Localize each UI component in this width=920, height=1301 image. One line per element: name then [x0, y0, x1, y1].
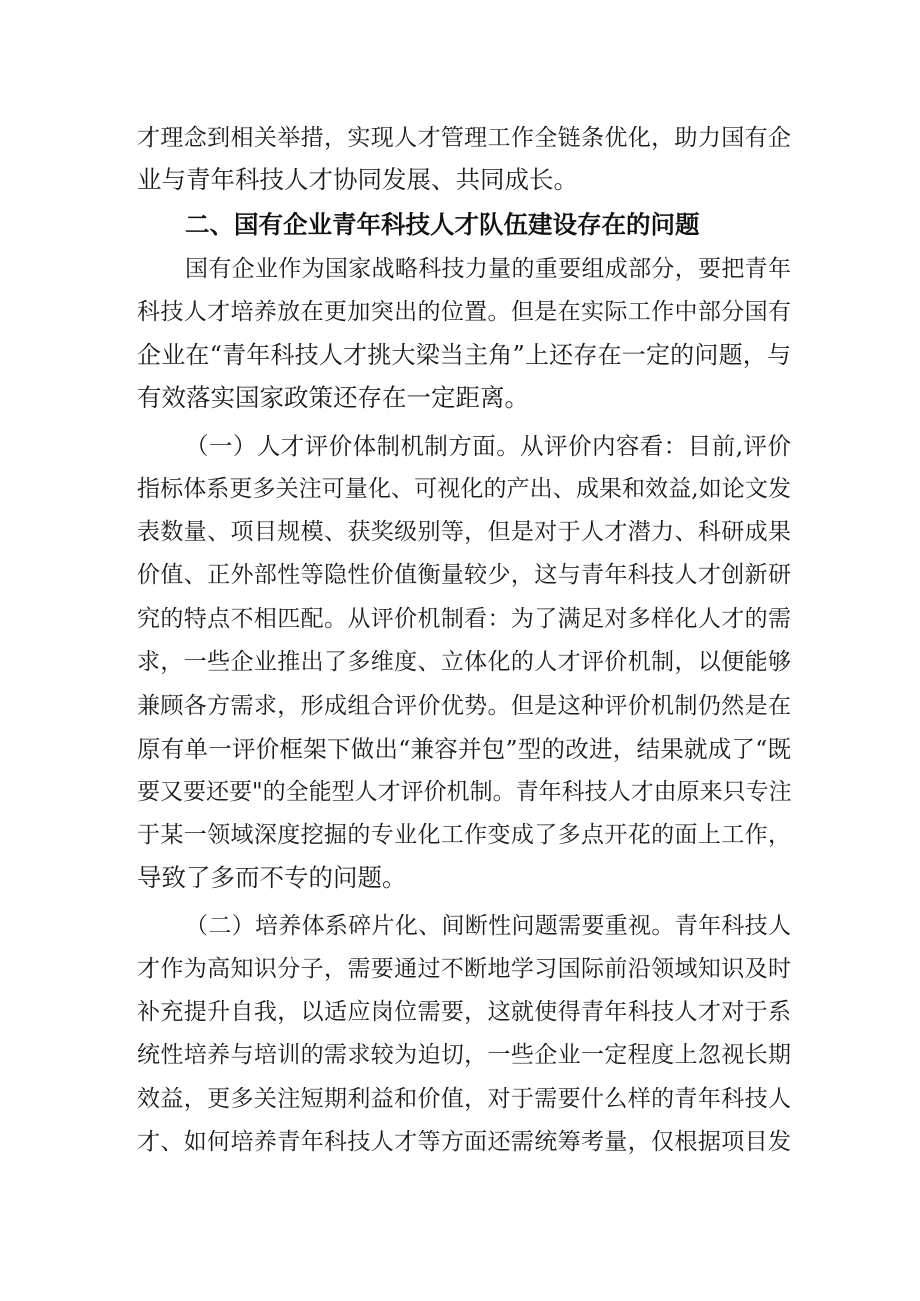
paragraph2-line-10: 于某一领域深度挖掘的专业化工作变成了多点开花的面上工作，: [137, 822, 791, 848]
paragraph3-line-4: 统性培养与培训的需求较为迫切，一些企业一定程度上忽视长期: [137, 1042, 791, 1068]
paragraph2-line-3: 表数量、项目规模、获奖级别等，但是对于人才潜力、科研成果: [137, 519, 791, 545]
paragraph2-line-1: （一）人才评价体制机制方面。从评价内容看：目前,评价: [185, 432, 791, 460]
paragraph2-line-2: 指标体系更多关注可量化、可视化的产出、成果和效益,如论文发: [137, 476, 791, 502]
paragraph3-line-6: 才、如何培养青年科技人才等方面还需统筹考量，仅根据项目发: [137, 1129, 791, 1155]
paragraph2-line-8: 原有单一评价框架下做出“兼容并包”型的改进，结果就成了“既: [137, 735, 791, 763]
paragraph3-line-5: 效益，更多关注短期利益和价值，对于需要什么样的青年科技人: [137, 1086, 791, 1112]
paragraph1-line-4: 有效落实国家政策还存在一定距离。: [137, 383, 529, 412]
paragraph2-line-7: 兼顾各方需求，形成组合评价优势。但是这种评价机制仍然是在: [137, 693, 791, 719]
paragraph2-line-4: 价值、正外部性等隐性价值衡量较少，这与青年科技人才创新研: [137, 562, 791, 588]
section-heading: 二、国有企业青年科技人才队伍建设存在的问题: [185, 210, 700, 239]
paragraph1-line-3: 企业在“青年科技人才挑大梁当主角”上还存在一定的问题，与: [137, 341, 791, 369]
paragraph2-line-9: 要又要还要"的全能型人才评价机制。青年科技人才由原来只专注: [137, 779, 792, 805]
paragraph2-line-11: 导致了多而不专的问题。: [137, 863, 407, 892]
intro-line-2: 业与青年科技人才协同发展、共同成长。: [137, 165, 578, 194]
paragraph2-line-5: 究的特点不相匹配。从评价机制看：为了满足对多样化人才的需: [137, 606, 791, 632]
paragraph3-line-2: 才作为高知识分子，需要通过不断地学习国际前沿领域知识及时: [137, 956, 791, 982]
paragraph1-line-1: 国有企业作为国家战略科技力量的重要组成部分，要把青年: [185, 256, 791, 282]
paragraph3-line-1: （二）培养体系碎片化、间断性问题需要重视。青年科技人: [185, 913, 791, 939]
paragraph3-line-3: 补充提升自我，以适应岗位需要，这就使得青年科技人才对于系: [137, 999, 791, 1025]
paragraph1-line-2: 科技人才培养放在更加突出的位置。但是在实际工作中部分国有: [137, 299, 791, 325]
paragraph2-line-6: 求，一些企业推出了多维度、立体化的人才评价机制，以便能够: [137, 649, 791, 675]
intro-line-1: 才理念到相关举措，实现人才管理工作全链条优化，助力国有企: [137, 125, 791, 151]
